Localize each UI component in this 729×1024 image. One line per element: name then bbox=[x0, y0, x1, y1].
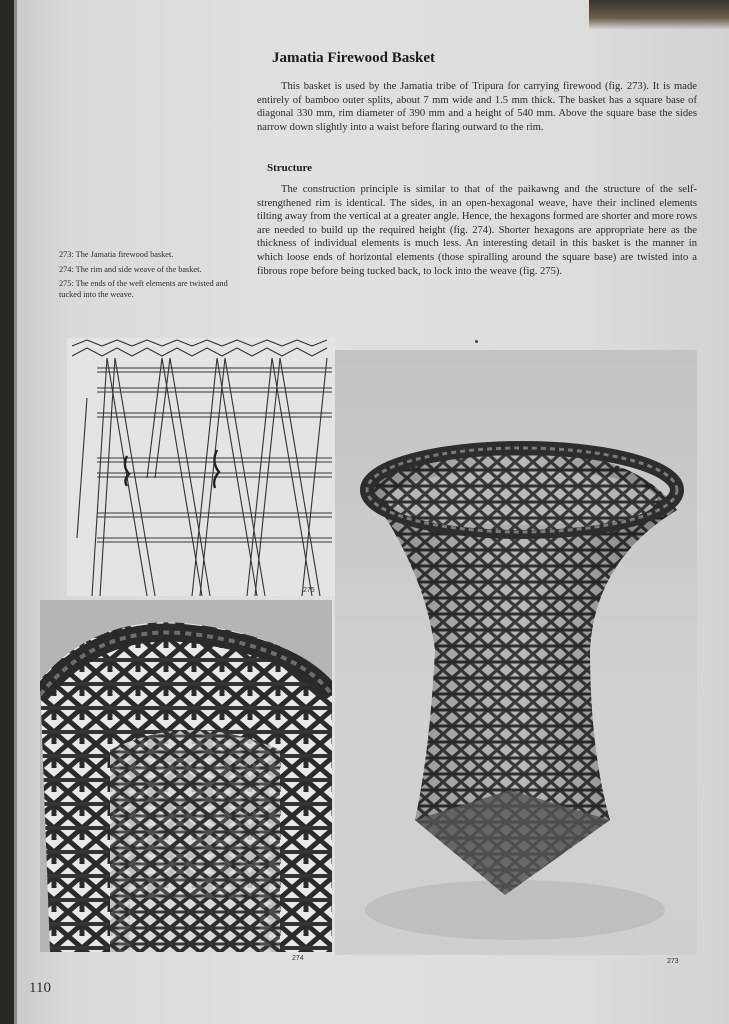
figure-captions bbox=[59, 250, 234, 304]
weave-drawing-svg bbox=[67, 338, 335, 596]
rim-photo-svg bbox=[40, 600, 332, 952]
figure-number-275: 275 bbox=[303, 587, 315, 594]
book-page bbox=[14, 0, 729, 1024]
figure-275-weave-drawing bbox=[67, 338, 335, 596]
figure-273-basket-photo bbox=[335, 350, 697, 955]
intro-paragraph: This basket is used by the Jamatia tribe of Tripura for carrying firewood (fig. 273). It is made entirely of bamboo outer splits, about 7 mm wide and 1.5 mm thick. The basket has a square base of diagonal 330 mm, rim diameter of 390 mm and a height of 540 mm. Above the square base the sides narrow down slightly into a waist before flaring outward to the rim. bbox=[257, 81, 697, 133]
page-dot bbox=[475, 340, 478, 343]
caption-273: 273: The Jamatia firewood basket. bbox=[59, 250, 174, 259]
caption-274: 274: The rim and side weave of the basket. bbox=[59, 264, 202, 274]
section-heading: Structure bbox=[267, 162, 313, 174]
page-corner-shadow bbox=[589, 0, 729, 30]
basket-photo-svg bbox=[335, 350, 697, 955]
figure-274-rim-photo bbox=[40, 600, 332, 952]
page-number: 110 bbox=[29, 980, 51, 996]
caption-275: 275: The ends of the weft elements are twisted and tucked into the weave. bbox=[59, 279, 228, 299]
figure-number-273: 273 bbox=[667, 958, 679, 965]
article-title: Jamatia Firewood Basket bbox=[272, 50, 436, 66]
figure-number-274: 274 bbox=[292, 955, 304, 962]
structure-paragraph: The construction principle is similar to that of the paikawng and the structure of the self-strengthened rim is identical. The sides, in an open-hexagonal weave, have their inclined elements tilting away from the vertical at a greater angle. Hence, the hexagons formed are shorter and more rows are needed to build up the required height (fig. 274). Shorter hexagons are appropriate here as the thickness of individual elements is much less. An interesting detail in this basket is the manner in which loose ends of horizontal elements (those spiralling around the square base) are twisted into a fibrous rope before being tucked back, to lock into the weave (fig. 275). bbox=[257, 184, 697, 277]
